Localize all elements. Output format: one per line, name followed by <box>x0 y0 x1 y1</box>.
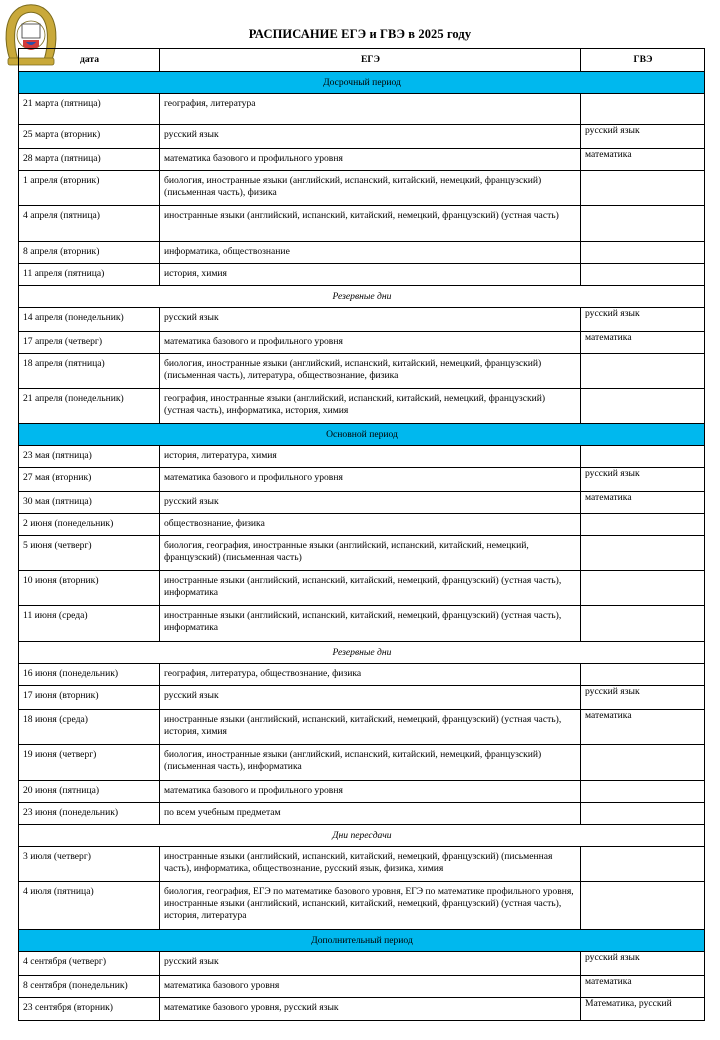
date-cell: 8 апреля (вторник) <box>19 242 160 264</box>
table-row <box>19 242 705 264</box>
header-ege: ЕГЭ <box>160 49 581 72</box>
table-row <box>19 446 705 468</box>
table-row <box>19 125 705 149</box>
gve-cell <box>581 606 705 642</box>
table-row <box>19 354 705 389</box>
date-cell: 1 апреля (вторник) <box>19 171 160 206</box>
table-row <box>19 998 705 1021</box>
ege-cell: математика базового и профильного уровня <box>160 781 581 803</box>
gve-cell <box>581 354 705 389</box>
table-row <box>19 206 705 242</box>
ege-cell: география, иностранные языки (английский, испанский, китайский, немецкий, французский) (устная часть), информатика, история, химия <box>160 389 581 424</box>
date-cell: 23 мая (пятница) <box>19 446 160 468</box>
gve-cell: математика <box>581 492 705 514</box>
table-header-row <box>19 49 705 72</box>
subperiod-label: Резервные дни <box>19 286 705 308</box>
ege-cell: русский язык <box>160 952 581 976</box>
ege-cell: биология, иностранные языки (английский, испанский, китайский, немецкий, французский) (письменная часть), литература, обществознание, физика <box>160 354 581 389</box>
gve-cell <box>581 745 705 781</box>
gve-cell: русский язык <box>581 308 705 332</box>
table-row <box>19 308 705 332</box>
ege-cell: математика базового и профильного уровня <box>160 332 581 354</box>
date-cell: 2 июня (понедельник) <box>19 514 160 536</box>
gve-cell: русский язык <box>581 952 705 976</box>
table-row <box>19 710 705 745</box>
date-cell: 30 мая (пятница) <box>19 492 160 514</box>
date-cell: 23 июня (понедельник) <box>19 803 160 825</box>
ege-cell: информатика, обществознание <box>160 242 581 264</box>
date-cell: 5 июня (четверг) <box>19 536 160 571</box>
ege-cell: иностранные языки (английский, испанский, китайский, немецкий, французский) (устная часть) <box>160 206 581 242</box>
date-cell: 19 июня (четверг) <box>19 745 160 781</box>
period-section-row <box>19 424 705 446</box>
table-row <box>19 803 705 825</box>
gve-cell: русский язык <box>581 468 705 492</box>
header-gve: ГВЭ <box>581 49 705 72</box>
date-cell: 21 апреля (понедельник) <box>19 389 160 424</box>
period-label: Основной период <box>19 424 705 446</box>
subperiod-label: Резервные дни <box>19 642 705 664</box>
ege-cell: биология, иностранные языки (английский, испанский, китайский, немецкий, французский) (письменная часть), физика <box>160 171 581 206</box>
ege-cell: иностранные языки (английский, испанский, китайский, немецкий, французский) (устная часть), история, химия <box>160 710 581 745</box>
exam-schedule-table <box>18 48 705 1021</box>
table-row <box>19 976 705 998</box>
ege-cell: история, химия <box>160 264 581 286</box>
table-row <box>19 171 705 206</box>
gve-cell <box>581 847 705 882</box>
date-cell: 18 апреля (пятница) <box>19 354 160 389</box>
period-section-row <box>19 72 705 94</box>
gve-cell <box>581 171 705 206</box>
period-label: Дополнительный период <box>19 930 705 952</box>
table-row <box>19 332 705 354</box>
table-row <box>19 686 705 710</box>
gve-cell <box>581 536 705 571</box>
table-row <box>19 149 705 171</box>
date-cell: 23 сентября (вторник) <box>19 998 160 1021</box>
gve-cell: математика <box>581 149 705 171</box>
table-row <box>19 514 705 536</box>
date-cell: 4 сентября (четверг) <box>19 952 160 976</box>
gve-cell: русский язык <box>581 125 705 149</box>
gve-cell <box>581 446 705 468</box>
date-cell: 11 июня (среда) <box>19 606 160 642</box>
ege-cell: математика базового уровня <box>160 976 581 998</box>
table-row <box>19 571 705 606</box>
date-cell: 11 апреля (пятница) <box>19 264 160 286</box>
subperiod-row <box>19 642 705 664</box>
ege-cell: география, литература <box>160 94 581 125</box>
gve-cell: русский язык <box>581 686 705 710</box>
table-row <box>19 264 705 286</box>
date-cell: 4 июля (пятница) <box>19 882 160 930</box>
gve-cell <box>581 242 705 264</box>
table-row <box>19 492 705 514</box>
ege-cell: математика базового и профильного уровня <box>160 149 581 171</box>
gve-cell <box>581 664 705 686</box>
subperiod-row <box>19 286 705 308</box>
gve-cell <box>581 264 705 286</box>
gve-cell <box>581 514 705 536</box>
gve-cell <box>581 781 705 803</box>
gve-cell <box>581 94 705 125</box>
table-body <box>19 72 705 1021</box>
date-cell: 28 марта (пятница) <box>19 149 160 171</box>
table-row <box>19 536 705 571</box>
ege-cell: биология, география, ЕГЭ по математике базового уровня, ЕГЭ по математике профильного уровня, иностранные языки (английский, испанский, китайский, немецкий, французский) (устная часть), история, литература <box>160 882 581 930</box>
date-cell: 20 июня (пятница) <box>19 781 160 803</box>
date-cell: 17 апреля (четверг) <box>19 332 160 354</box>
gve-cell <box>581 803 705 825</box>
ege-cell: математике базового уровня, русский язык <box>160 998 581 1021</box>
ege-cell: иностранные языки (английский, испанский, китайский, немецкий, французский) (устная часть), информатика <box>160 571 581 606</box>
table-row <box>19 781 705 803</box>
ege-cell: по всем учебным предметам <box>160 803 581 825</box>
ege-cell: иностранные языки (английский, испанский, китайский, немецкий, французский) (письменная часть), информатика, обществознание, русский язык, физика, химия <box>160 847 581 882</box>
date-cell: 21 марта (пятница) <box>19 94 160 125</box>
gve-cell: математика <box>581 976 705 998</box>
gve-cell: математика <box>581 332 705 354</box>
date-cell: 27 мая (вторник) <box>19 468 160 492</box>
table-row <box>19 468 705 492</box>
date-cell: 25 марта (вторник) <box>19 125 160 149</box>
ege-cell: русский язык <box>160 492 581 514</box>
date-cell: 3 июля (четверг) <box>19 847 160 882</box>
gve-cell <box>581 389 705 424</box>
table-row <box>19 882 705 930</box>
ege-cell: обществознание, физика <box>160 514 581 536</box>
gve-cell <box>581 882 705 930</box>
date-cell: 14 апреля (понедельник) <box>19 308 160 332</box>
subperiod-row <box>19 825 705 847</box>
header-date: дата <box>19 49 160 72</box>
subperiod-label: Дни пересдачи <box>19 825 705 847</box>
date-cell: 18 июня (среда) <box>19 710 160 745</box>
gve-cell: математика <box>581 710 705 745</box>
date-cell: 16 июня (понедельник) <box>19 664 160 686</box>
table-row <box>19 847 705 882</box>
table-row <box>19 94 705 125</box>
ege-cell: математика базового и профильного уровня <box>160 468 581 492</box>
ege-cell: русский язык <box>160 686 581 710</box>
table-row <box>19 606 705 642</box>
page-title: РАСПИСАНИЕ ЕГЭ и ГВЭ в 2025 году <box>248 27 472 41</box>
gve-cell <box>581 206 705 242</box>
date-cell: 8 сентября (понедельник) <box>19 976 160 998</box>
date-cell: 4 апреля (пятница) <box>19 206 160 242</box>
table-row <box>19 745 705 781</box>
ege-cell: история, литература, химия <box>160 446 581 468</box>
table-row <box>19 952 705 976</box>
gve-cell: Математика, русский <box>581 998 705 1021</box>
period-label: Досрочный период <box>19 72 705 94</box>
ege-cell: иностранные языки (английский, испанский, китайский, немецкий, французский) (устная часть), информатика <box>160 606 581 642</box>
date-cell: 17 июня (вторник) <box>19 686 160 710</box>
ege-cell: география, литература, обществознание, физика <box>160 664 581 686</box>
period-section-row <box>19 930 705 952</box>
gve-cell <box>581 571 705 606</box>
ege-cell: русский язык <box>160 308 581 332</box>
table-row <box>19 389 705 424</box>
date-cell: 10 июня (вторник) <box>19 571 160 606</box>
table-row <box>19 664 705 686</box>
ege-cell: русский язык <box>160 125 581 149</box>
ege-cell: биология, иностранные языки (английский, испанский, китайский, немецкий, французский) (письменная часть), информатика <box>160 745 581 781</box>
ege-cell: биология, география, иностранные языки (английский, испанский, китайский, немецкий, французский) (письменная часть) <box>160 536 581 571</box>
